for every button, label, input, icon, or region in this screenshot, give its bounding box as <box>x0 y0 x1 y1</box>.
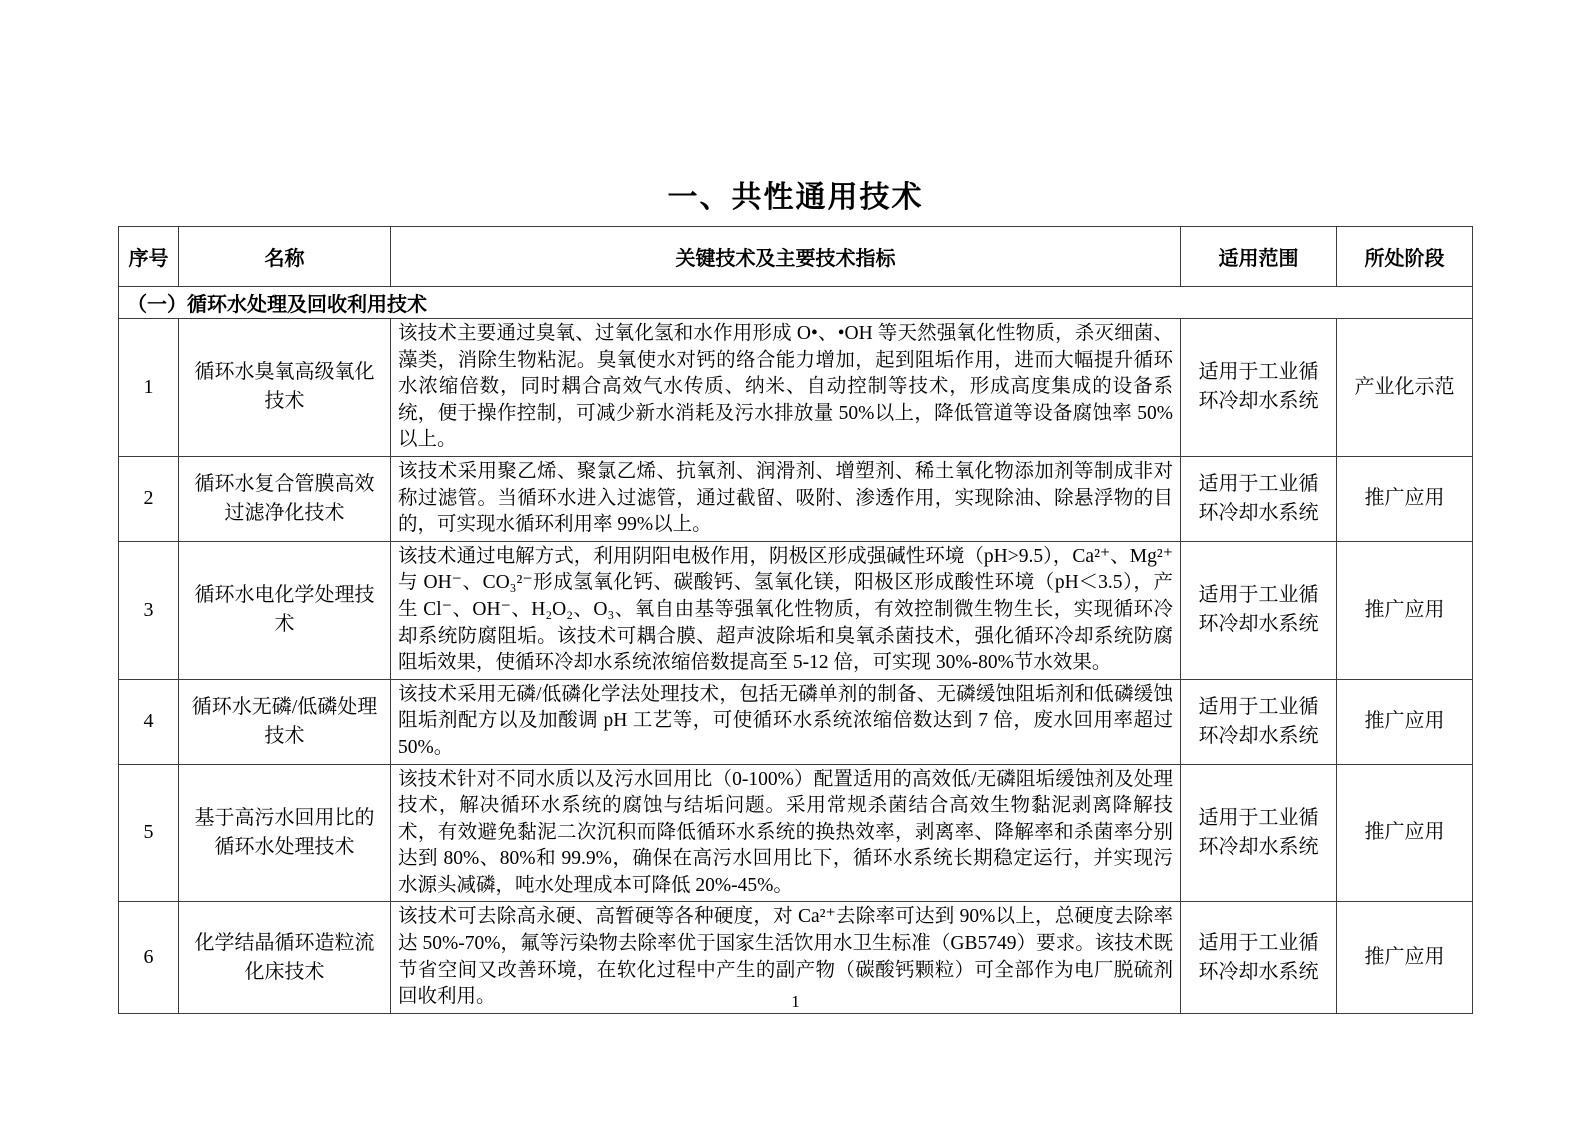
table-row <box>119 456 1473 541</box>
page-number: 1 <box>791 992 800 1011</box>
table-row <box>119 541 1473 679</box>
header-stage: 所处阶段 <box>1337 227 1473 287</box>
tech-name: 循环水臭氧高级氧化技术 <box>179 319 391 457</box>
row-number: 6 <box>119 902 179 1013</box>
stage: 产业化示范 <box>1337 319 1473 457</box>
applicable-scope: 适用于工业循环冷却水系统 <box>1181 319 1337 457</box>
section-title: （一）循环水处理及回收利用技术 <box>119 287 1473 319</box>
tech-description: 该技术通过电解方式，利用阴阳电极作用，阴极区形成强碱性环境（pH>9.5），Ca²⁺、Mg²⁺与 OH⁻、CO₃²⁻形成氢氧化钙、碳酸钙、氢氧化镁，阳极区形成酸性环境（pH＜3.5），产生 Cl⁻、OH⁻、H₂O₂、O₃、氧自由基等强氧化性物质，有效控制微生物生长，实现循环冷却系统防腐阻垢。该技术可耦合膜、超声波除垢和臭氧杀菌技术，强化循环冷却系统防腐阻垢效果，使循环冷却水系统浓缩倍数提高至 5-12 倍，可实现 30%-80%节水效果。 <box>391 541 1181 679</box>
tech-description: 该技术采用无磷/低磷化学法处理技术，包括无磷单剂的制备、无磷缓蚀阻垢剂和低磷缓蚀阻垢剂配方以及加酸调 pH 工艺等，可使循环水系统浓缩倍数达到 7 倍，废水回用率超过 50%。 <box>391 679 1181 764</box>
stage: 推广应用 <box>1337 902 1473 1013</box>
applicable-scope: 适用于工业循环冷却水系统 <box>1181 456 1337 541</box>
header-key-tech: 关键技术及主要技术指标 <box>391 227 1181 287</box>
tech-name: 循环水复合管膜高效过滤净化技术 <box>179 456 391 541</box>
row-number: 2 <box>119 456 179 541</box>
applicable-scope: 适用于工业循环冷却水系统 <box>1181 764 1337 902</box>
technology-table <box>118 226 1473 1014</box>
header-scope: 适用范围 <box>1181 227 1337 287</box>
tech-name: 循环水电化学处理技术 <box>179 541 391 679</box>
tech-name: 化学结晶循环造粒流化床技术 <box>179 902 391 1013</box>
table-row <box>119 679 1473 764</box>
row-number: 4 <box>119 679 179 764</box>
tech-name: 循环水无磷/低磷处理技术 <box>179 679 391 764</box>
stage: 推广应用 <box>1337 764 1473 902</box>
stage: 推广应用 <box>1337 541 1473 679</box>
page-title: 一、共性通用技术 <box>667 181 924 214</box>
header-name: 名称 <box>179 227 391 287</box>
tech-description: 该技术主要通过臭氧、过氧化氢和水作用形成 O•、•OH 等天然强氧化性物质，杀灭细菌、藻类，消除生物粘泥。臭氧使水对钙的络合能力增加，起到阻垢作用，进而大幅提升循环水浓缩倍数，同时耦合高效气水传质、纳米、自动控制等技术，形成高度集成的设备系统，便于操作控制，可减少新水消耗及污水排放量 50%以上，降低管道等设备腐蚀率 50%以上。 <box>391 319 1181 457</box>
tech-description: 该技术针对不同水质以及污水回用比（0-100%）配置适用的高效低/无磷阻垢缓蚀剂及处理技术，解决循环水系统的腐蚀与结垢问题。采用常规杀菌结合高效生物黏泥剥离降解技术，有效避免黏泥二次沉积而降低循环水系统的换热效率，剥离率、降解率和杀菌率分别达到 80%、80%和 99.9%，确保在高污水回用比下，循环水系统长期稳定运行，并实现污水源头减磷，吨水处理成本可降低 20%-45%。 <box>391 764 1181 902</box>
applicable-scope: 适用于工业循环冷却水系统 <box>1181 541 1337 679</box>
row-number: 1 <box>119 319 179 457</box>
stage: 推广应用 <box>1337 679 1473 764</box>
tech-description: 该技术可去除高永硬、高暂硬等各种硬度，对 Ca²⁺去除率可达到 90%以上，总硬度去除率达 50%-70%，氟等污染物去除率优于国家生活饮用水卫生标准（GB5749）要求。该技术既节省空间又改善环境，在软化过程中产生的副产物（碳酸钙颗粒）可全部作为电厂脱硫剂回收利用。 <box>391 902 1181 1013</box>
applicable-scope: 适用于工业循环冷却水系统 <box>1181 902 1337 1013</box>
header-no: 序号 <box>119 227 179 287</box>
tech-name: 基于高污水回用比的循环水处理技术 <box>179 764 391 902</box>
table-row <box>119 319 1473 457</box>
table-row <box>119 764 1473 902</box>
stage: 推广应用 <box>1337 456 1473 541</box>
tech-description: 该技术采用聚乙烯、聚氯乙烯、抗氧剂、润滑剂、增塑剂、稀土氧化物添加剂等制成非对称过滤管。当循环水进入过滤管，通过截留、吸附、渗透作用，实现除油、除悬浮物的目的，可实现水循环利用率 99%以上。 <box>391 456 1181 541</box>
section-header-row <box>119 287 1473 319</box>
row-number: 5 <box>119 764 179 902</box>
row-number: 3 <box>119 541 179 679</box>
applicable-scope: 适用于工业循环冷却水系统 <box>1181 679 1337 764</box>
table-header-row <box>119 227 1473 287</box>
